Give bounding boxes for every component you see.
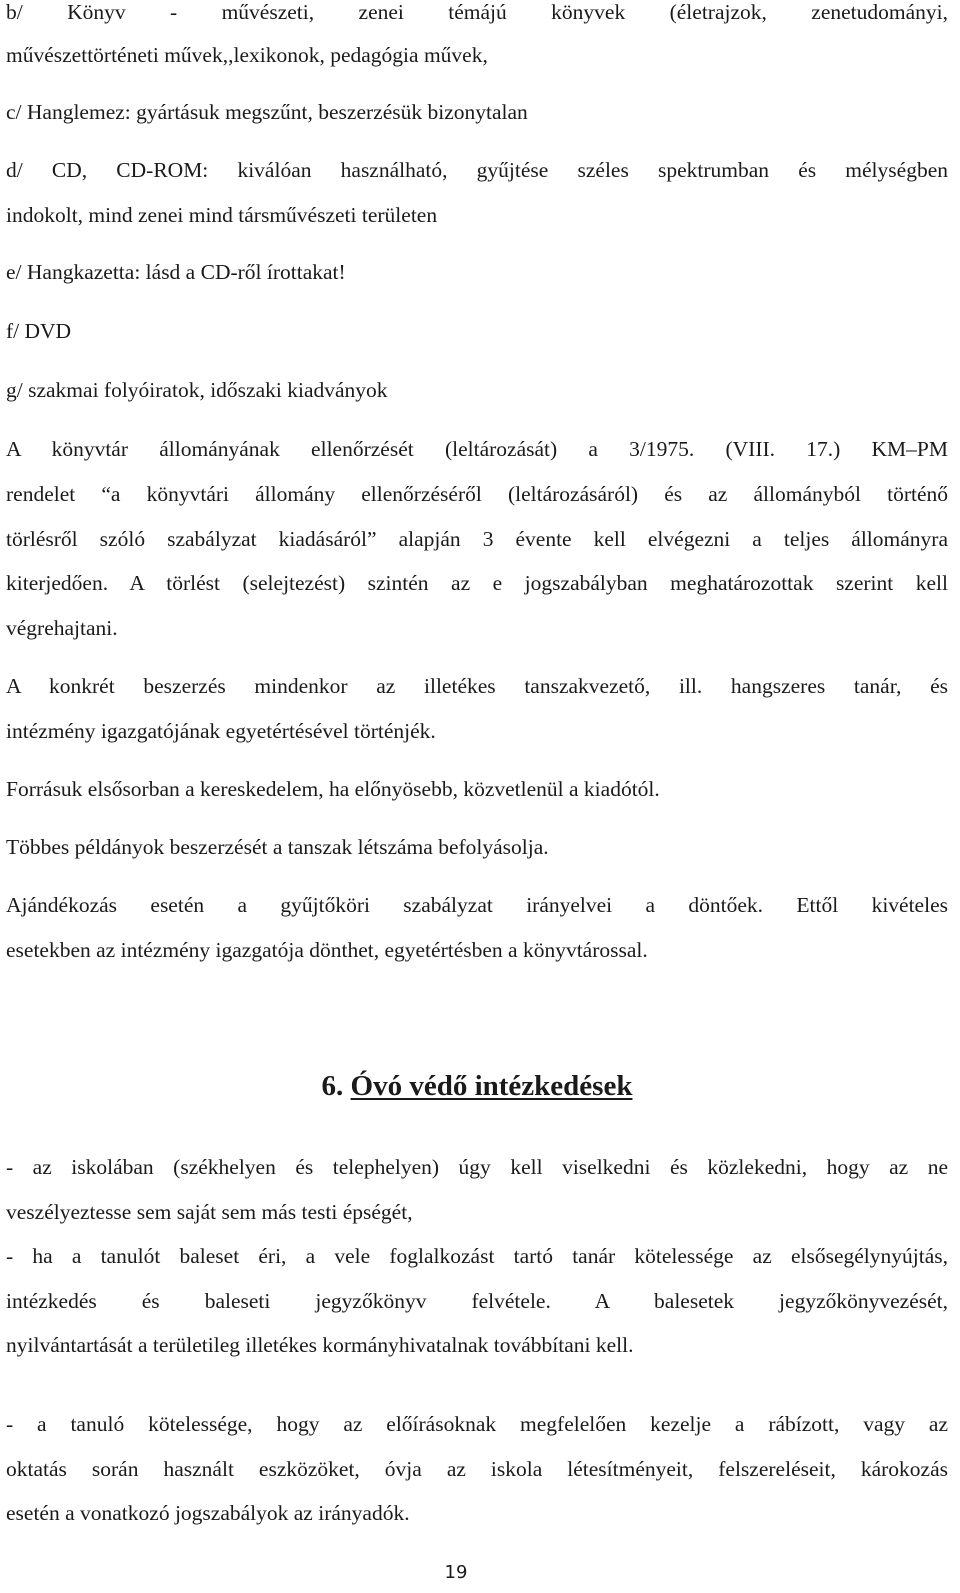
text-line: oktatás során használt eszközöket, óvja az iskola létesítményeit, felszereléseit, károkozás [6, 1457, 948, 1481]
text-line: intézmény igazgatójának egyetértésével történjék. [6, 719, 436, 743]
section-heading [6, 1068, 948, 1104]
text-line: g/ szakmai folyóiratok, időszaki kiadványok [6, 378, 388, 402]
section-title: Óvó védő intézkedések [350, 1070, 633, 1102]
section-number: 6. [321, 1070, 344, 1102]
text-line: végrehajtani. [6, 616, 118, 640]
text-line: Többes példányok beszerzését a tanszak létszáma befolyásolja. [6, 835, 549, 859]
text-line: művészettörténeti művek,,lexikonok, pedagógia művek, [6, 43, 488, 67]
text-line: veszélyeztesse sem saját sem más testi épségét, [6, 1200, 413, 1224]
text-line: Ajándékozás esetén a gyűjtőköri szabályzat irányelvei a döntőek. Ettől kivételes [6, 893, 948, 917]
text-line: b/ Könyv - művészeti, zenei témájú könyvek (életrajzok, zenetudományi, [6, 0, 948, 24]
text-line: Forrásuk elsősorban a kereskedelem, ha előnyösebb, közvetlenül a kiadótól. [6, 777, 660, 801]
text-line: törlésről szóló szabályzat kiadásáról” alapján 3 évente kell elvégezni a teljes állományra [6, 527, 948, 551]
text-line: - az iskolában (székhelyen és telephelyen) úgy kell viselkedni és közlekedni, hogy az ne [6, 1155, 948, 1179]
text-line: e/ Hangkazetta: lásd a CD-ről írottakat! [6, 260, 346, 284]
text-line: d/ CD, CD-ROM: kiválóan használható, gyűjtése széles spektrumban és mélységben [6, 158, 948, 182]
text-line: esetekben az intézmény igazgatója dönthet, egyetértésben a könyvtárossal. [6, 938, 648, 962]
text-line: esetén a vonatkozó jogszabályok az irányadók. [6, 1501, 410, 1525]
text-line: A könyvtár állományának ellenőrzését (leltározását) a 3/1975. (VIII. 17.) KM–PM [6, 437, 948, 461]
text-line: kiterjedően. A törlést (selejtezést) szintén az e jogszabályban meghatározottak szerint kell [6, 571, 948, 595]
text-line: intézkedés és baleseti jegyzőkönyv felvétele. A balesetek jegyzőkönyvezését, [6, 1289, 948, 1313]
text-line: - ha a tanulót baleset éri, a vele foglalkozást tartó tanár kötelessége az elsősegélynyújtás, [6, 1244, 948, 1268]
text-line: indokolt, mind zenei mind társművészeti területen [6, 203, 438, 227]
text-line: rendelet “a könyvtári állomány ellenőrzéséről (leltározásáról) és az állományból történő [6, 482, 948, 506]
text-line: A konkrét beszerzés mindenkor az illetékes tanszakvezető, ill. hangszeres tanár, és [6, 674, 948, 698]
text-line: nyilvántartását a területileg illetékes kormányhivatalnak továbbítani kell. [6, 1333, 634, 1357]
page-number: 19 [444, 1562, 468, 1583]
text-line: f/ DVD [6, 319, 72, 343]
text-line: - a tanuló kötelessége, hogy az előírásoknak megfelelően kezelje a rábízott, vagy az [6, 1412, 948, 1436]
text-line: c/ Hanglemez: gyártásuk megszűnt, beszerzésük bizonytalan [6, 100, 528, 124]
